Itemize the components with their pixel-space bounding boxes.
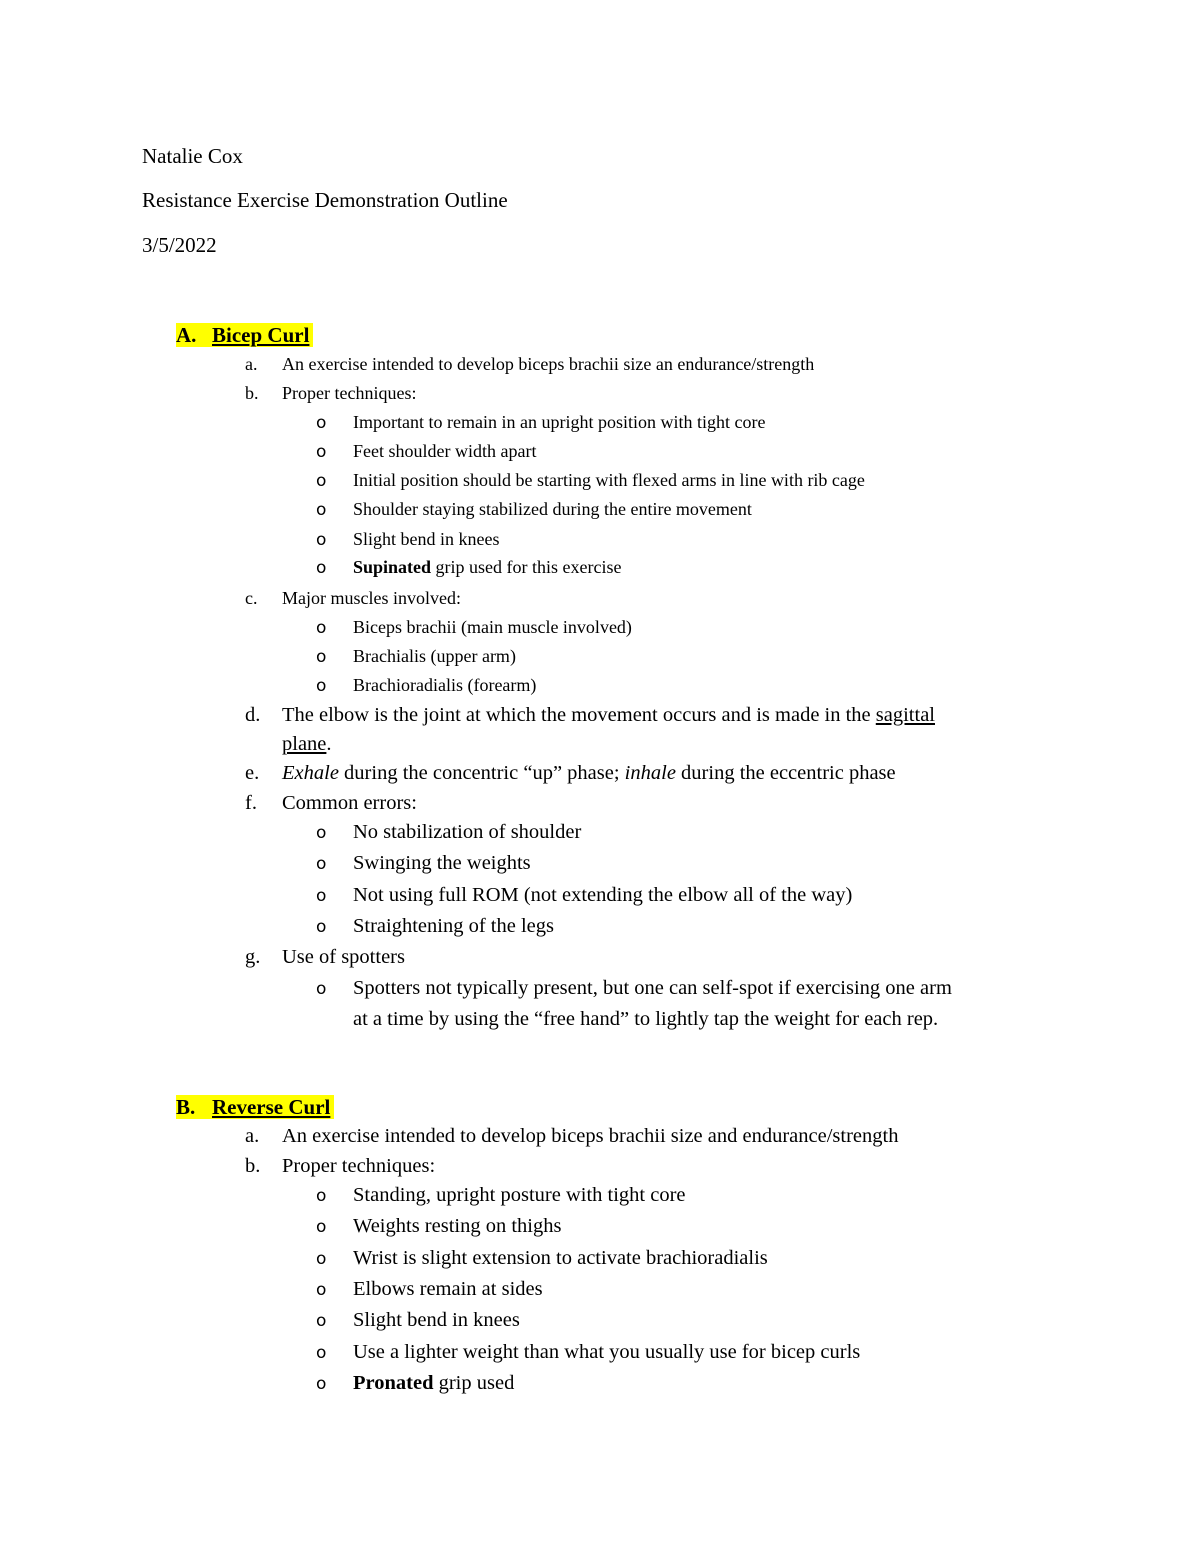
bullet-item: o Use a lighter weight than what you usually use for bicep curls xyxy=(316,1341,861,1363)
bullet-item: o No stabilization of shoulder xyxy=(316,821,582,843)
section-b-number: B. xyxy=(176,1095,196,1119)
list-item-continuation: plane. xyxy=(282,733,332,755)
bullet-item: o Straightening of the legs xyxy=(316,915,554,937)
list-item: d. The elbow is the joint at which the movement occurs and is made in the sagittal xyxy=(245,704,935,726)
bullet-item: o Weights resting on thighs xyxy=(316,1215,562,1237)
section-a-title: Bicep Curl xyxy=(212,323,310,347)
bullet-item: o Slight bend in knees xyxy=(316,1309,520,1331)
bullet-item: o Standing, upright posture with tight core xyxy=(316,1184,686,1206)
bullet-item: o Spotters not typically present, but one can self-spot if exercising one arm xyxy=(316,977,952,999)
section-b-heading xyxy=(176,1095,334,1120)
list-item: b. Proper techniques: xyxy=(245,383,417,403)
bullet-item: o Brachioradialis (forearm) xyxy=(316,675,537,696)
bullet-item: o Not using full ROM (not extending the elbow all of the way) xyxy=(316,884,853,906)
section-a-number: A. xyxy=(176,323,197,347)
bullet-item: o Brachialis (upper arm) xyxy=(316,646,516,667)
section-b-title: Reverse Curl xyxy=(212,1095,331,1119)
list-item: a. An exercise intended to develop biceps brachii size an endurance/strength xyxy=(245,354,815,374)
bullet-item: o Biceps brachii (main muscle involved) xyxy=(316,617,632,638)
bullet-item: o Supinated grip used for this exercise xyxy=(316,557,622,578)
bullet-item: o Slight bend in knees xyxy=(316,529,500,550)
document-date: 3/5/2022 xyxy=(142,233,217,257)
bullet-item: o Wrist is slight extension to activate brachioradialis xyxy=(316,1247,768,1269)
list-item: a. An exercise intended to develop biceps brachii size and endurance/strength xyxy=(245,1125,899,1147)
author-name: Natalie Cox xyxy=(142,144,243,168)
bullet-item: o Feet shoulder width apart xyxy=(316,441,537,462)
bullet-item: o Shoulder staying stabilized during the entire movement xyxy=(316,499,752,520)
bullet-item: o Initial position should be starting with flexed arms in line with rib cage xyxy=(316,470,865,491)
document-title: Resistance Exercise Demonstration Outline xyxy=(142,188,508,212)
bullet-item: o Elbows remain at sides xyxy=(316,1278,543,1300)
bullet-item-continuation: at a time by using the “free hand” to lightly tap the weight for each rep. xyxy=(353,1008,939,1030)
list-item: c. Major muscles involved: xyxy=(245,588,461,608)
bullet-item: o Pronated grip used xyxy=(316,1372,515,1394)
list-item: b. Proper techniques: xyxy=(245,1155,436,1177)
bullet-item: o Swinging the weights xyxy=(316,852,531,874)
list-item: f. Common errors: xyxy=(245,792,417,814)
bullet-item: o Important to remain in an upright position with tight core xyxy=(316,412,766,433)
list-item: g. Use of spotters xyxy=(245,946,405,968)
list-item: e. Exhale during the concentric “up” phase; inhale during the eccentric phase xyxy=(245,762,896,784)
section-a-heading xyxy=(176,323,313,348)
